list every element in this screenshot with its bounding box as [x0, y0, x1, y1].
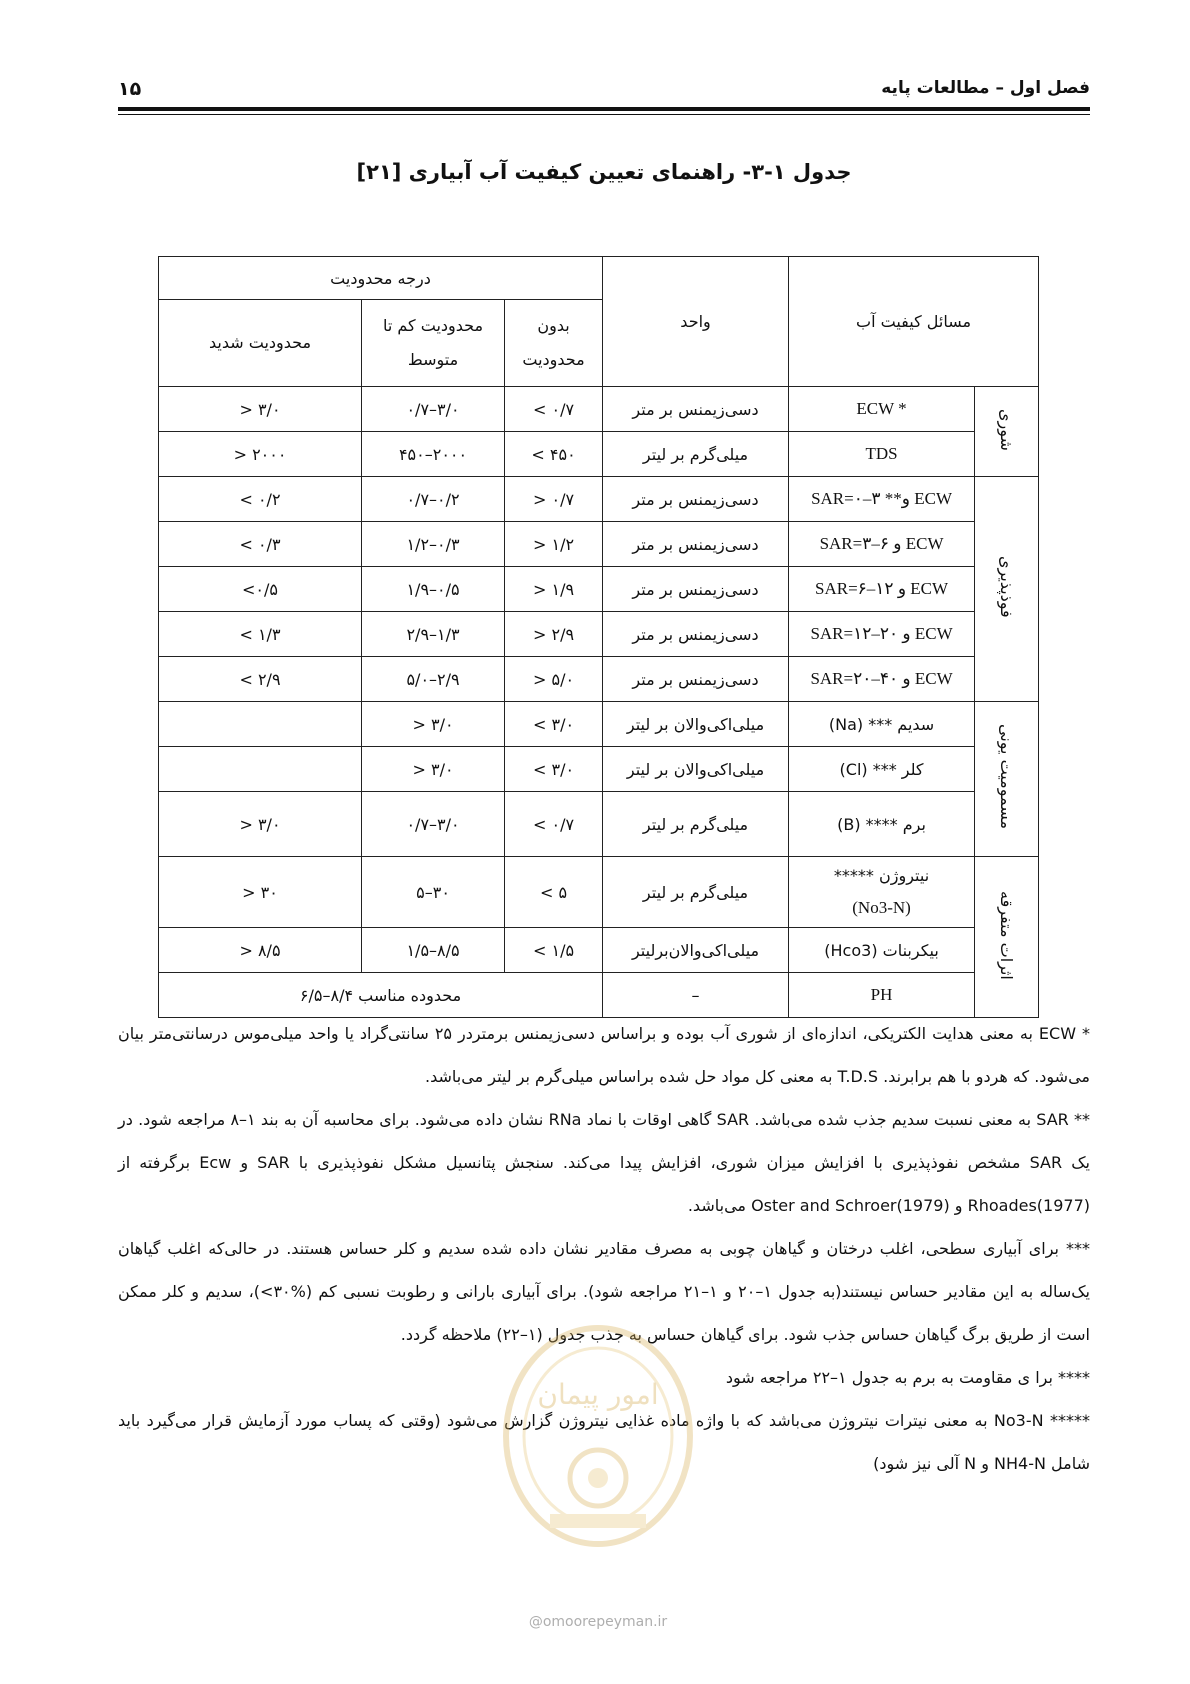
cell-slight: ۵/۰–۲/۹	[362, 657, 505, 702]
cell-issue: ECW *	[789, 387, 975, 432]
header-unit: واحد	[603, 257, 789, 387]
header-degree: درجه محدودیت	[159, 257, 603, 300]
cell-slight: > ۳/۰	[362, 747, 505, 792]
group-label: شوری	[975, 387, 1039, 477]
cell-issue: برم **** (B)	[789, 792, 975, 857]
cell-slight: ۱/۹–۰/۵	[362, 567, 505, 612]
running-head: فصل اول – مطالعات پایه	[881, 78, 1090, 98]
cell-slight: ۵–۳۰	[362, 857, 505, 928]
table-row	[159, 612, 1039, 657]
cell-unit: –	[603, 973, 789, 1018]
cell-none: < ۴۵۰	[505, 432, 603, 477]
cell-none: > ۱/۲	[505, 522, 603, 567]
cell-slight: ۱/۵–۸/۵	[362, 928, 505, 973]
cell-issue: PH	[789, 973, 975, 1018]
watermark-site: @omoorepeyman.ir	[528, 1614, 668, 1630]
cell-slight: > ۳/۰	[362, 702, 505, 747]
cell-unit: میلی‌اکی‌والان بر لیتر	[603, 747, 789, 792]
cell-severe: > ۸/۵	[159, 928, 362, 973]
cell-unit: دسی‌زیمنس بر متر	[603, 522, 789, 567]
cell-issue: SAR=۱۲–۲۰ و ECW	[789, 612, 975, 657]
cell-unit: دسی‌زیمنس بر متر	[603, 477, 789, 522]
cell-severe: > ۲۰۰۰	[159, 432, 362, 477]
cell-unit: دسی‌زیمنس بر متر	[603, 567, 789, 612]
cell-issue	[789, 857, 975, 928]
cell-issue: سدیم *** (Na)	[789, 702, 975, 747]
footnote-nitrogen: ***** No3-N به معنی نیترات نیتروژن می‌باشد که با واژه ماده غذایی نیتروژن گزارش می‌شود (وقتی که پساب مورد آزمایش قرار می‌گیرد باید شامل NH4-N و N آلی نیز شود)	[118, 1411, 1090, 1473]
group-label: مسمومیت یونی	[975, 702, 1039, 857]
cell-none: > ۵/۰	[505, 657, 603, 702]
cell-unit: دسی‌زیمنس بر متر	[603, 387, 789, 432]
cell-none: < ۰/۷	[505, 387, 603, 432]
header-slight: محدودیت کم تا متوسط	[362, 300, 505, 387]
cell-none: > ۱/۹	[505, 567, 603, 612]
cell-none: < ۵	[505, 857, 603, 928]
cell-slight: ۴۵۰–۲۰۰۰	[362, 432, 505, 477]
cell-severe: < ۰/۲	[159, 477, 362, 522]
cell-none: < ۳/۰	[505, 702, 603, 747]
cell-severe: > ۳۰	[159, 857, 362, 928]
cell-unit: میلی‌گرم بر لیتر	[603, 792, 789, 857]
watermark-logo-text: امور پیمان	[537, 1378, 659, 1411]
table-row	[159, 432, 1039, 477]
footnote-sodium-chloride: *** برای آبیاری سطحی، اغلب درختان و گیاهان چوبی به مصرف مقادیر نشان داده شده سدیم و کلر حساس هستند. در حالی‌که اغلب گیاهان یک‌ساله به این مقادیر حساس نیستند(به جدول ۱–۲۰ و ۱–۲۱ مراجعه شود). برای آبیاری بارانی و رطوبت نسبی کم (%۳۰>)، سدیم و کلر ممکن است از طریق برگ گیاهان حساس جذب شود. برای گیاهان حساس به جذب جدول (۱–۲۲) ملاحظه گردد.	[118, 1239, 1091, 1344]
cell-none: < ۳/۰	[505, 747, 603, 792]
cell-none: < ۱/۵	[505, 928, 603, 973]
cell-issue: کلر *** (Cl)	[789, 747, 975, 792]
table-row	[159, 973, 1039, 1018]
cell-severe	[159, 747, 362, 792]
cell-severe: > ۳/۰	[159, 387, 362, 432]
table-row	[159, 857, 1039, 928]
cell-issue: TDS	[789, 432, 975, 477]
cell-severe: < ۲/۹	[159, 657, 362, 702]
header-rule-thick	[118, 107, 1090, 111]
header-rule-thin	[118, 114, 1090, 115]
cell-none: > ۰/۷	[505, 477, 603, 522]
page-header	[118, 78, 1090, 100]
water-quality-table	[158, 256, 1039, 1018]
cell-severe: <۰/۵	[159, 567, 362, 612]
cell-unit: میلی‌گرم بر لیتر	[603, 857, 789, 928]
header-severe: محدودیت شدید	[159, 300, 362, 387]
table-row	[159, 657, 1039, 702]
cell-unit: میلی‌اکی‌والان بر لیتر	[603, 702, 789, 747]
header-none: بدون محدودیت	[505, 300, 603, 387]
cell-unit: دسی‌زیمنس بر متر	[603, 612, 789, 657]
cell-severe	[159, 702, 362, 747]
table-row	[159, 702, 1039, 747]
cell-slight: ۲/۹–۱/۳	[362, 612, 505, 657]
cell-issue-formula: (No3-N)	[852, 898, 911, 917]
cell-unit: میلی‌گرم بر لیتر	[603, 432, 789, 477]
cell-slight: ۰/۷–۳/۰	[362, 792, 505, 857]
group-label: اثرات متفرقه	[975, 857, 1039, 1018]
cell-severe: < ۰/۳	[159, 522, 362, 567]
table-row	[159, 792, 1039, 857]
header-issue: مسائل کیفیت آب	[789, 257, 1039, 387]
table-row	[159, 928, 1039, 973]
cell-issue: SAR=۳–۶ و ECW	[789, 522, 975, 567]
cell-slight: ۱/۲–۰/۳	[362, 522, 505, 567]
cell-unit: دسی‌زیمنس بر متر	[603, 657, 789, 702]
table-row	[159, 387, 1039, 432]
page-number: ۱۵	[118, 78, 142, 100]
cell-slight: ۰/۷–۰/۲	[362, 477, 505, 522]
footnote-ecw: * ECW به معنی هدایت الکتریکی، اندازه‌ای از شوری آب بوده و براساس دسی‌زیمنس برمتردر ۲۵ سانتی‌گراد یا واحد میلی‌موس درسانتی‌متر بیان می‌شود. که هردو با هم برابرند. T.D.S به معنی کل مواد حل شده براساس میلی‌گرم بر لیتر می‌باشد.	[118, 1024, 1091, 1086]
cell-severe: > ۳/۰	[159, 792, 362, 857]
footnote-boron: **** برا ی مقاومت به برم به جدول ۱–۲۲ مراجعه شود	[725, 1368, 1090, 1387]
table-title: جدول ۱-۳- راهنمای تعیین کیفیت آب آبیاری [۲۱]	[356, 160, 852, 184]
footnote-sar: ** SAR به معنی نسبت سدیم جذب شده می‌باشد. SAR گاهی اوقات با نماد RNa نشان داده می‌شود. برای محاسبه آن به بند ۱–۸ مراجعه شود. در یک SAR مشخص نفوذپذیری با افزایش میزان شوری، افزایش پیدا می‌کند. سنجش پتانسیل مشکل نفوذپذیری با SAR و Ecw برگرفته از Rhoades(1977) و Oster and Schroer(1979) می‌باشد.	[118, 1110, 1091, 1215]
cell-slight: ۰/۷–۳/۰	[362, 387, 505, 432]
cell-severe: < ۱/۳	[159, 612, 362, 657]
watermark-logo	[488, 1318, 708, 1588]
table-row	[159, 567, 1039, 612]
table-row	[159, 477, 1039, 522]
cell-none: < ۰/۷	[505, 792, 603, 857]
group-label: فوذپذیری	[975, 477, 1039, 702]
cell-issue: SAR=۰–۳ **و ECW	[789, 477, 975, 522]
cell-issue: بیکربنات (Hco3)	[789, 928, 975, 973]
cell-issue-line: نیتروژن *****	[833, 866, 930, 885]
cell-issue: SAR=۲۰–۴۰ و ECW	[789, 657, 975, 702]
cell-none: > ۲/۹	[505, 612, 603, 657]
table-row	[159, 522, 1039, 567]
cell-merged-range: محدوده مناسب ۸/۴–۶/۵	[159, 973, 603, 1018]
cell-issue: SAR=۶–۱۲ و ECW	[789, 567, 975, 612]
cell-unit: میلی‌اکی‌والان‌برلیتر	[603, 928, 789, 973]
table-row	[159, 747, 1039, 792]
